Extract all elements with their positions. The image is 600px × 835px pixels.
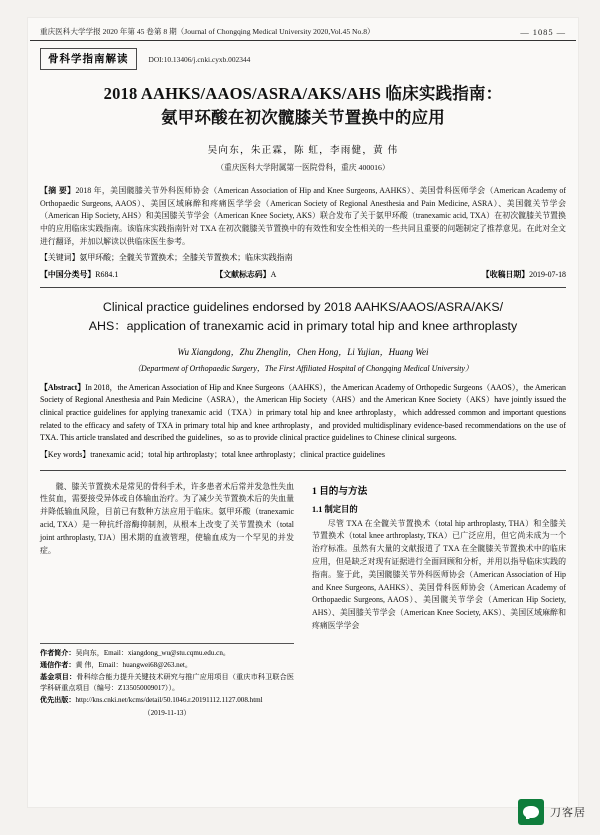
body-paragraph-purpose: 尽管 TXA 在全髋关节置换术（total hip arthroplasty, THA）和全膝关节置换术（total knee arthroplasty, TKA）已广泛应用，但它尚未成为一个治疗标准。虽然有大量的文献报道了 TXA 在全髋膝关节置换术中的临床应用，但是缺乏对现有证据进行全面回顾和分析，并用以指导临床实践的指南。鉴于此，美国髋膝关节外科医师协会（American Association of Hip and Knee Surgeons, AAHKS）、美国骨科医师协会（American Academy of Orthopaedic Surgeons, AAOS）、美国髋关节学会（American Hip Society, AHS）、美国膝关节学会（American Knee Society, AKS）、美国区域麻醉和疼痛医学学会 (312, 518, 566, 630)
meta-row (28, 41, 578, 72)
doc-type-label: 【文献标志码】 (215, 270, 271, 280)
clc-value: R684.1 (95, 270, 119, 280)
page-title-line-1: 2018 AAHKS/AAOS/ASRA/AKS/AHS 临床实践指南： (103, 84, 503, 103)
body-paragraph-intro: 髋、膝关节置换术是常见的骨科手术，许多患者术后常并发急性失血性贫血，需要接受异体或自体输血治疗。为了减少关节置换术后的失血量并降低输血风险，目前已有数种方法应用于临床。氨甲环酸（tranexamic acid, TXA）是一种抗纤溶酶抑制剂，从根本上改变了关节置换术（total joint arthroplasty, TJA）围术期的血液管理，使输血成为一个罕见的并发症。 (40, 481, 294, 555)
abstract-label-cn: 【摘 要】 (40, 185, 76, 195)
received-date-value: 2019-07-18 (529, 270, 566, 280)
page-title-line-2: 氨甲环酸在初次髋膝关节置换中的应用 (161, 107, 445, 127)
abstract-text-cn: 2018 年，美国髋膝关节外科医师协会（American Association of Hip and Knee Surgeons, AAHKS）、美国骨科医师学会（American Academy of Orthopaedic Surgeons, AAOS）、美国区域麻醉和疼痛医学学会（American Society of Regional Anesthesia and Pain Medicine, ASRA）、美国髋关节学会（American Hip Society, AHS）和美国膝关节学会（American Knee Society, AKS）联合发布了关于氨甲环酸（tranexamic acid, TXA）在初次髋膝关节置换中的应用临床实践指南。该临床实践指南针对 TXA 在初次髋膝关节置换中的有效性和安全性相关的一些共同且重要的问题制定了推荐意见。在此对全文进行翻译，并加以解读以供临床医生参考。 (40, 185, 566, 247)
wechat-icon (518, 799, 544, 825)
footnote-funding-text: 骨科综合能力提升关键技术研究与推广应用项目（重庆市科卫联合医学科研重点项目（编号：Z135050009017））。 (40, 673, 295, 693)
abstract-chinese (28, 175, 578, 249)
author-list: 吴向东，朱正霖，陈 虹，李雨健，黄 伟 (207, 144, 399, 156)
english-affiliation: （Department of Orthopaedic Surgery，The First Affiliated Hospital of Chongqing Medical University） (133, 363, 473, 373)
classification-row (28, 264, 578, 280)
received-date-label: 【收稿日期】 (481, 270, 530, 280)
english-author-list: Wu Xiangdong，Zhu Zhenglin，Chen Hong，Li Yujian，Huang Wei (177, 346, 429, 357)
clc-label: 【中国分类号】 (40, 270, 96, 280)
footnote-author-bio (40, 648, 294, 659)
received-date-cell (382, 269, 566, 280)
footnote-preprint (40, 695, 294, 706)
abstract-english (28, 374, 578, 445)
footnote-preprint-label: 优先出版： (40, 696, 76, 705)
footnote-funding-label: 基金项目： (40, 673, 77, 682)
running-head-journal: 重庆医科大学学报 2020 年第 45 卷第 8 期（Journal of Chongqing Medical University 2020,Vol.45 No.8） (40, 27, 375, 36)
keywords-text-en: tranexamic acid；total hip arthroplasty；total knee arthroplasty；clinical practice guidelines (90, 449, 385, 459)
clc-cell (40, 269, 215, 280)
wechat-account-name: 刀客居 (550, 807, 586, 819)
abstract-text-en: In 2018，the American Association of Hip and Knee Surgeons（AAHKS），the American Academy of Orthopedic Surgeons（AAOS），the American Society of Regional Anesthesia and Pain Medicine（ASRA），the American Hip Society（AHS）and the American Knee Society（AKS）have jointly issued the clinical practice guidelines for applying tranexamic acid（TXA）in primary total hip and knee arthroplasty，which addressed common and important questions related to the efficacy and safety of TXA in primary total hip and knee arthroplasty，and provided multidisplinary evidence-based recommendations on the use of TXA. This article translated and described the guidelines，so as to provide clinical practice guidelines to Chinese clinical surgeons. (40, 382, 566, 443)
english-title-line-1: Clinical practice guidelines endorsed by 2018 AAHKS/AAOS/ASRA/AKS/ (102, 300, 504, 315)
doi-text: DOI:10.13406/j.cnki.cyxb.002344 (148, 54, 251, 64)
abstract-label-en: 【Abstract】 (40, 382, 86, 392)
footnote-preprint-link[interactable]: http://kns.cnki.net/kcms/detail/50.1046.r.20191112.1127.008.html (75, 696, 263, 705)
keywords-english (28, 445, 578, 462)
journal-page (28, 18, 578, 807)
keywords-chinese (28, 249, 578, 265)
footnote-block (40, 643, 294, 719)
body-columns (28, 471, 578, 721)
english-title (28, 298, 578, 335)
running-head (30, 18, 576, 41)
footnote-funding (40, 672, 294, 694)
doc-type-value: A (270, 270, 277, 280)
footnote-author-bio-text: 吴向东，Email：xiangdong_wu@stu.cqmu.edu.cn。 (75, 649, 230, 658)
footnote-corresponding-label: 通信作者： (40, 661, 76, 670)
footnote-author-bio-label: 作者简介： (40, 649, 76, 658)
body-column-left (40, 481, 294, 721)
keywords-label-en: 【Key words】 (40, 449, 91, 459)
body-column-right (312, 481, 566, 721)
divider-top (40, 287, 566, 288)
title-block (28, 72, 578, 175)
section-tag: 骨科学指南解读 (40, 48, 137, 70)
wechat-watermark (518, 799, 586, 825)
footnote-corresponding (40, 660, 294, 671)
english-title-line-2: AHS：application of tranexamic acid in primary total hip and knee arthroplasty (88, 319, 518, 334)
section-heading-1: 1 目的与方法 (312, 485, 368, 497)
page-number: — 1085 — (520, 28, 566, 37)
author-affiliation: （重庆医科大学附属第一医院骨科，重庆 400016） (216, 162, 390, 172)
subsection-heading-1-1: 1.1 制定目的 (312, 504, 358, 514)
doc-type-cell (215, 269, 382, 280)
footnote-corresponding-text: 黄 伟，Email：huangwei68@263.net。 (75, 661, 192, 670)
keywords-text-cn: 氨甲环酸；全髋关节置换术；全膝关节置换术；临床实践指南 (79, 252, 293, 262)
keywords-label-cn: 【关键词】 (40, 252, 80, 262)
footnote-date: （2019-11-13） (143, 709, 191, 718)
